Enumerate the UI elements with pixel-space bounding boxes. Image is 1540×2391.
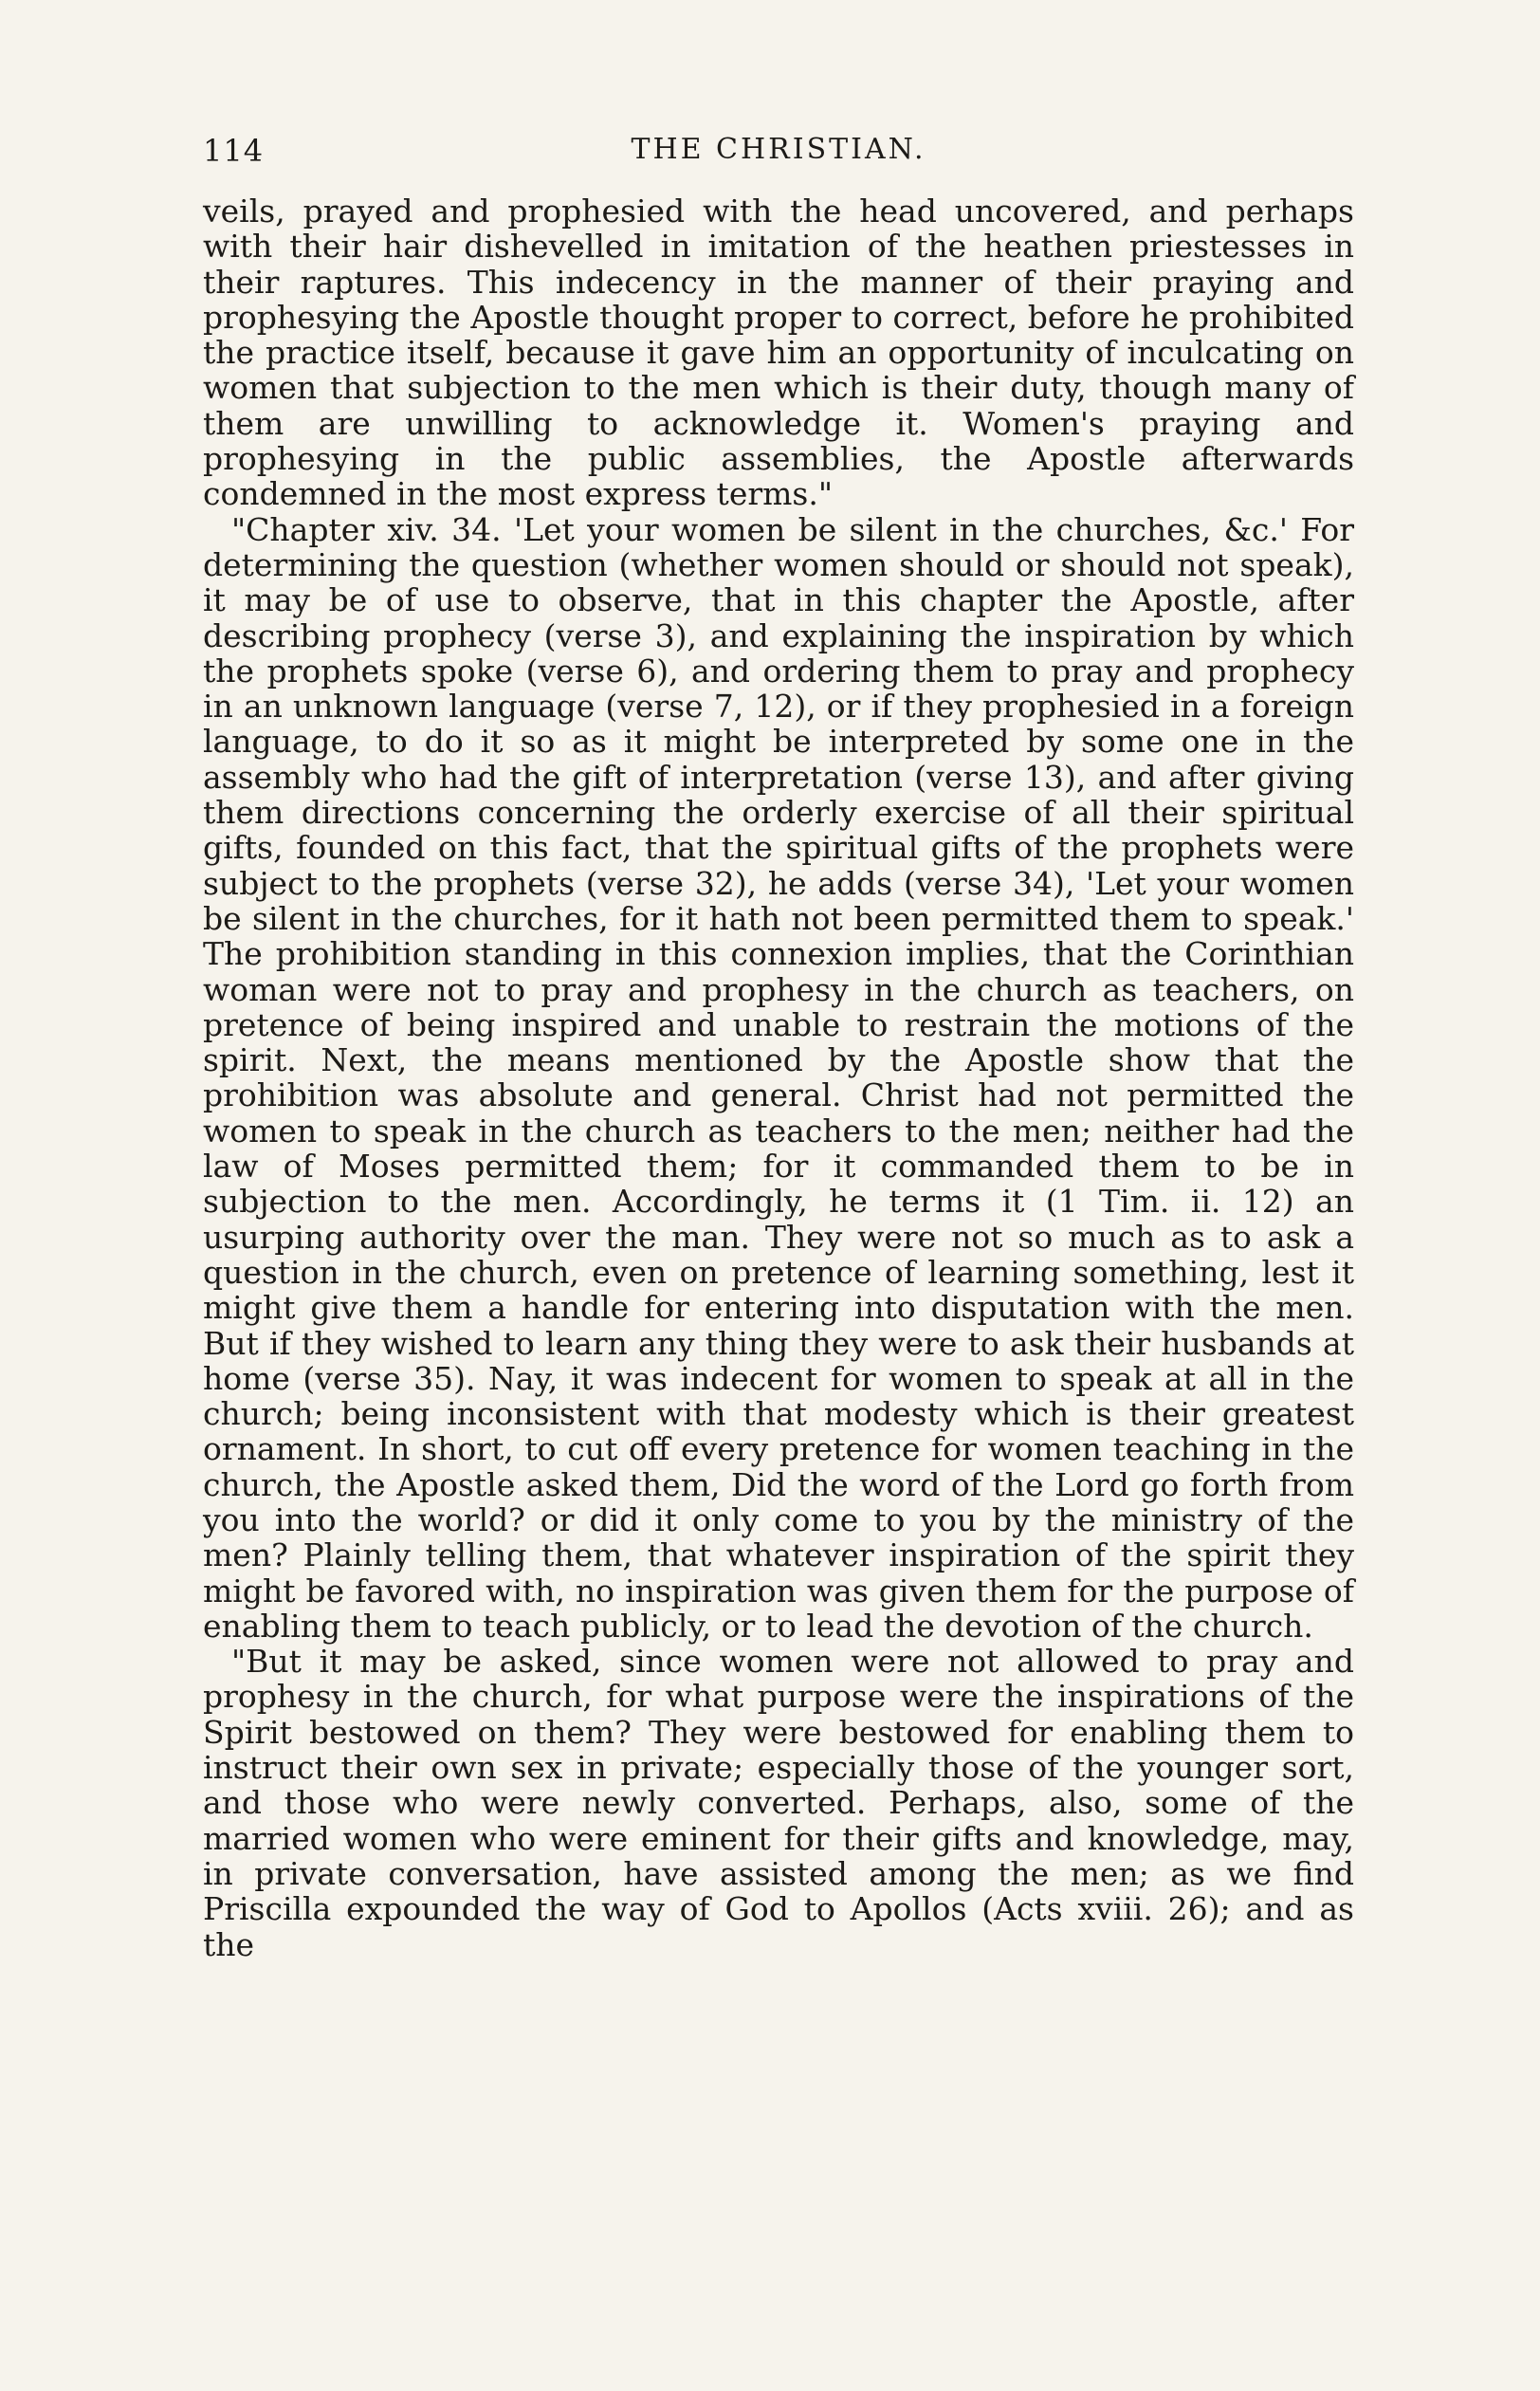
body-text xyxy=(203,193,1354,1962)
paragraph-but-it-may-be-asked: "But it may be asked, since women were not allowed to pray and prophesy in the church, for what purpose were the inspirations of the Spirit bestowed on them? They were bestowed for enabling them to instruct their own sex in private; especially those of the younger sort, and those who were newly converted. Perhaps, also, some of the married women who were eminent for their gifts and knowledge, may, in private conversation, have assisted among the men; as we find Priscilla expounded the way of God to Apollos (Acts xviii. 26); and as the xyxy=(203,1643,1354,1963)
paragraph-continuation: veils, prayed and prophesied with the head uncovered, and perhaps with their hair dishevelled in imitation of the heathen priestesses in their raptures. This indecency in the manner of their praying and prophesying the Apostle thought proper to correct, before he prohibited the practice itself, because it gave him an opportunity of inculcating on women that subjection to the men which is their duty, though many of them are unwilling to acknowledge it. Women's praying and prophesying in the public assemblies, the Apostle afterwards condemned in the most express terms." xyxy=(203,193,1354,513)
paragraph-chapter-xiv: "Chapter xiv. 34. 'Let your women be silent in the churches, &c.' For determining the question (whether women should or should not speak), it may be of use to observe, that in this chapter the Apostle, after describing prophecy (verse 3), and explaining the inspiration by which the prophets spoke (verse 6), and ordering them to pray and prophecy in an unknown language (verse 7, 12), or if they prophesied in a foreign language, to do it so as it might be interpreted by some one in the assembly who had the gift of interpretation (verse 13), and after giving them directions concerning the orderly exercise of all their spiritual gifts, founded on this fact, that the spiritual gifts of the prophets were subject to the prophets (verse 32), he adds (verse 34), 'Let your women be silent in the churches, for it hath not been permitted them to speak.' The prohibition standing in this connexion implies, that the Corinthian woman were not to pray and prophesy in the church as teachers, on pretence of being inspired and unable to restrain the motions of the spirit. Next, the means mentioned by the Apostle show that the prohibition was absolute and general. Christ had not permitted the women to speak in the church as teachers to the men; neither had the law of Moses permitted them; for it commanded them to be in subjection to the men. Accordingly, he terms it (1 Tim. ii. 12) an usurping authority over the man. They were not so much as to ask a question in the church, even on pretence of learning something, lest it might give them a handle for entering into disputation with the men. But if they wished to learn any thing they were to ask their husbands at home (verse 35). Nay, it was indecent for women to speak at all in the church; being inconsistent with that modesty which is their greatest ornament. In short, to cut off every pretence for women teaching in the church, the Apostle asked them, Did the word of the Lord go forth from you into the world? or did it only come to you by the ministry of the men? Plainly telling them, that whatever inspiration of the spirit they might be favored with, no inspiration was given them for the purpose of enabling them to teach publicly, or to lead the devotion of the church. xyxy=(203,510,1354,1645)
running-title: THE CHRISTIAN. xyxy=(631,133,926,166)
page-number: 114 xyxy=(203,133,265,169)
running-head xyxy=(203,133,1354,180)
